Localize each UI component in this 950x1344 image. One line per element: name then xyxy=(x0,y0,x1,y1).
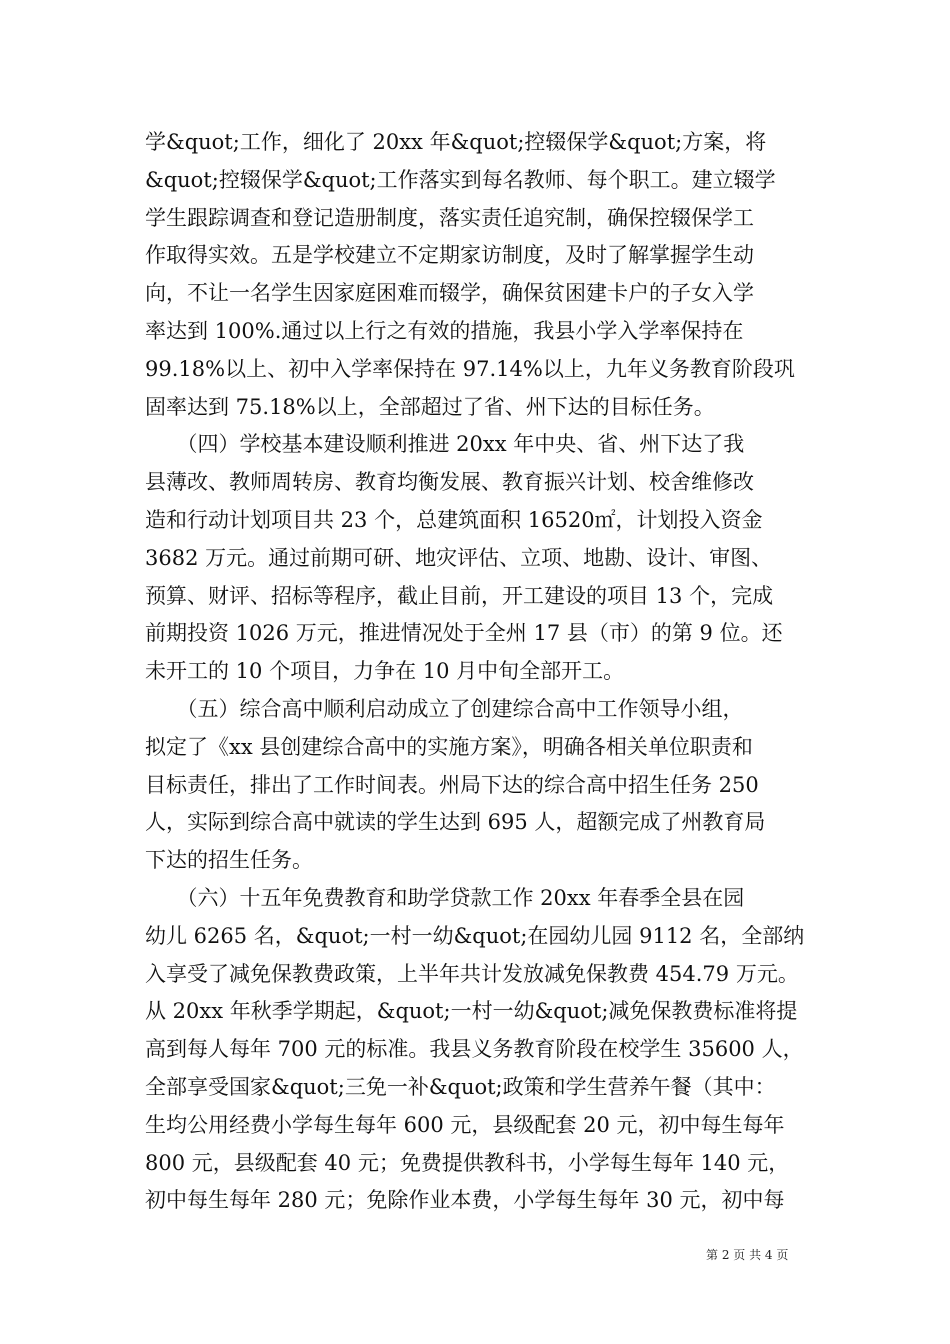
text-line: 未开工的 10 个项目，力争在 10 月中旬全部开工。 xyxy=(145,659,625,683)
text-line: 下达的招生任务。 xyxy=(145,848,313,872)
text-line: 人，实际到综合高中就读的学生达到 695 人，超额完成了州教育局 xyxy=(145,810,766,834)
text-line: 造和行动计划项目共 23 个，总建筑面积 16520㎡，计划投入资金 xyxy=(145,508,763,532)
text-line: 预算、财评、招标等程序，截止目前，开工建设的项目 13 个，完成 xyxy=(145,584,774,608)
text-line: 目标责任，排出了工作时间表。州局下达的综合高中招生任务 250 xyxy=(145,773,759,797)
text-line: 生均公用经费小学每生每年 600 元，县级配套 20 元，初中每生每年 xyxy=(145,1113,785,1137)
text-line: 拟定了《xx 县创建综合高中的实施方案》，明确各相关单位职责和 xyxy=(145,735,753,759)
text-line: （四）学校基本建设顺利推进 20xx 年中央、省、州下达了我 xyxy=(145,432,745,456)
text-line: 率达到 100%.通过以上行之有效的措施，我县小学入学率保持在 xyxy=(145,319,744,343)
text-line: 800 元，县级配套 40 元；免费提供教科书，小学每生每年 140 元， xyxy=(145,1151,790,1175)
text-line: （五）综合高中顺利启动成立了创建综合高中工作领导小组， xyxy=(145,697,744,721)
text-line: 作取得实效。五是学校建立不定期家访制度，及时了解掌握学生动 xyxy=(145,243,754,267)
text-line: 学生跟踪调查和登记造册制度，落实责任追究制，确保控辍保学工 xyxy=(145,206,754,230)
text-line: 前期投资 1026 万元，推进情况处于全州 17 县（市）的第 9 位。还 xyxy=(145,621,783,645)
text-line: 初中每生每年 280 元；免除作业本费，小学每生每年 30 元，初中每 xyxy=(145,1188,785,1212)
text-line: 99.18%以上、初中入学率保持在 97.14%以上，九年义务教育阶段巩 xyxy=(145,357,795,381)
text-line: 向，不让一名学生因家庭困难而辍学，确保贫困建卡户的子女入学 xyxy=(145,281,754,305)
text-line: （六）十五年免费教育和助学贷款工作 20xx 年春季全县在园 xyxy=(145,886,745,910)
text-line: &quot;控辍保学&quot;工作落实到每名教师、每个职工。建立辍学 xyxy=(145,168,776,192)
text-line: 幼儿 6265 名，&quot;一村一幼&quot;在园幼儿园 9112 名，全部纳 xyxy=(145,924,805,948)
text-line: 固率达到 75.18%以上，全部超过了省、州下达的目标任务。 xyxy=(145,395,715,419)
text-line: 从 20xx 年秋季学期起，&quot;一村一幼&quot;减免保教费标准将提 xyxy=(145,999,798,1023)
text-line: 学&quot;工作，细化了 20xx 年&quot;控辍保学&quot;方案，将 xyxy=(145,130,767,154)
text-line: 高到每人每年 700 元的标准。我县义务教育阶段在校学生 35600 人， xyxy=(145,1037,804,1061)
text-line: 3682 万元。通过前期可研、地灾评估、立项、地勘、设计、审图、 xyxy=(145,546,773,570)
text-line: 县薄改、教师周转房、教育均衡发展、教育振兴计划、校舍维修改 xyxy=(145,470,754,494)
text-line: 入享受了减免保教费政策，上半年共计发放减免保教费 454.79 万元。 xyxy=(145,962,799,986)
page-number-footer: 第 2 页 共 4 页 xyxy=(706,1248,789,1262)
text-line: 全部享受国家&quot;三免一补&quot;政策和学生营养午餐（其中： xyxy=(145,1075,776,1099)
